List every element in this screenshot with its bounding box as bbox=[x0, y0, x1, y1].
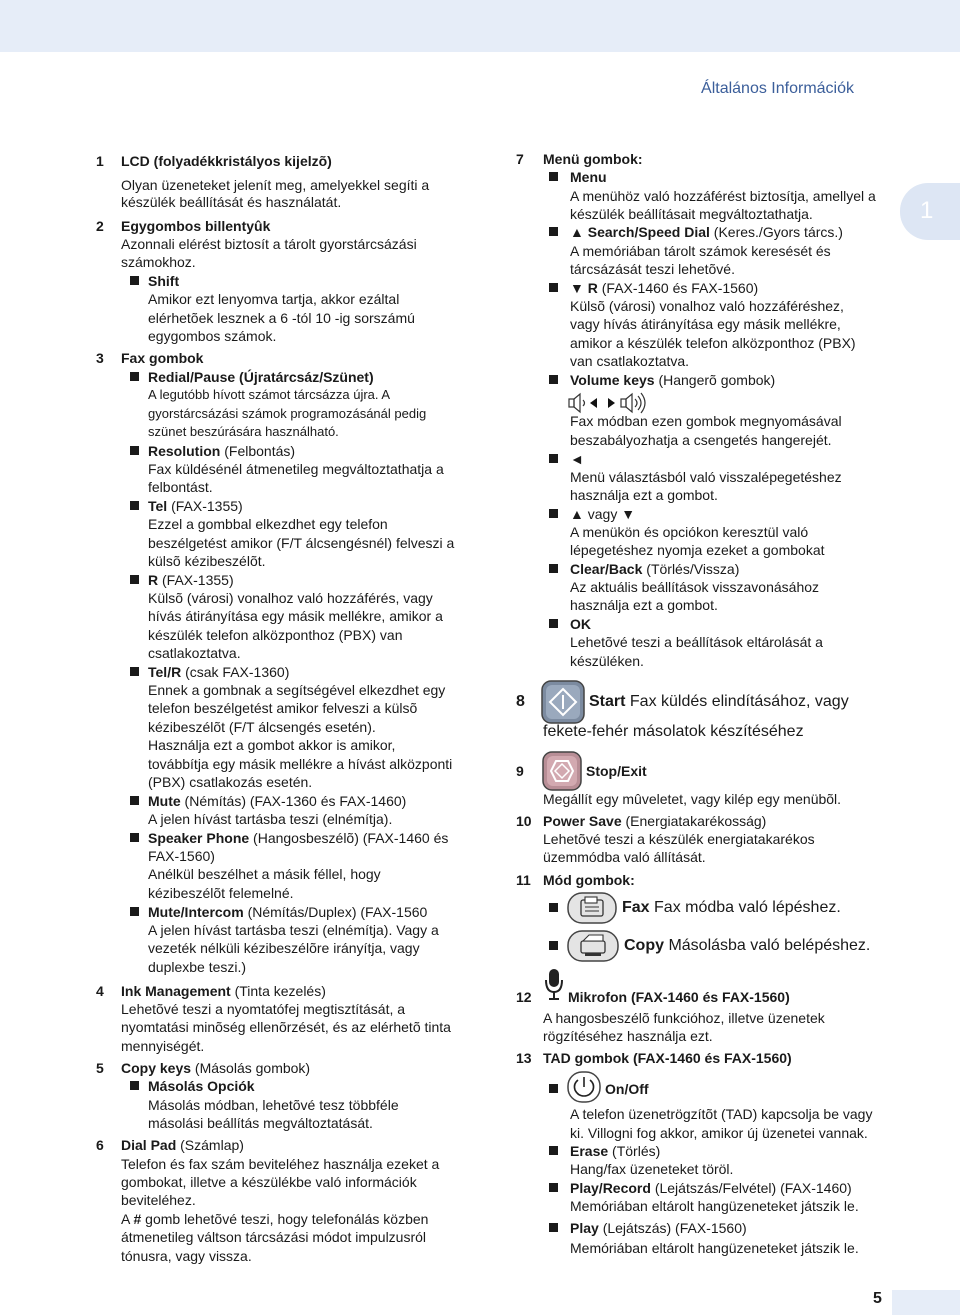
bullet-title bbox=[624, 936, 870, 956]
bullet-title: Shift bbox=[148, 273, 180, 289]
text-line: hívás átirányítása egy másik mellékre, amikor a bbox=[148, 608, 443, 624]
item-number: 2 bbox=[96, 218, 104, 234]
bullet-title bbox=[570, 371, 775, 389]
bullet-title: OK bbox=[570, 616, 591, 632]
bullet-title: ◄ bbox=[570, 451, 584, 467]
text-line: készülék telefon alközponthoz (PBX) van bbox=[148, 627, 403, 643]
bullet bbox=[549, 903, 558, 912]
item-number: 6 bbox=[96, 1137, 104, 1153]
text-line: beszélgetést amikor (F/T álcsengésnél) felveszi a bbox=[148, 535, 455, 551]
text-line: Azonnali elérést biztosít a tárolt gyorstárcsázási bbox=[121, 236, 417, 252]
text-line: külsõ kézibeszélõt. bbox=[148, 553, 266, 569]
bullet-title bbox=[148, 442, 295, 460]
bullet bbox=[130, 372, 139, 381]
bullet-title bbox=[148, 571, 234, 589]
key-desc: (FAX-1460 és FAX-1560) bbox=[597, 280, 759, 296]
key-desc: (Tinta kezelés) bbox=[230, 983, 326, 999]
text-line: A memóriában tárolt számok keresését és bbox=[570, 243, 831, 259]
text-line: nyomtatási minõség ellenõrzését, és az elérhetõ tinta bbox=[121, 1019, 451, 1035]
text-line: számokhoz. bbox=[121, 254, 196, 270]
bullet bbox=[549, 509, 558, 518]
key-desc: (Törlés) bbox=[608, 1143, 661, 1159]
bullet bbox=[130, 1081, 139, 1090]
key-name: Play/Record bbox=[570, 1180, 651, 1196]
text-line: Az aktuális beállítások visszavonásához bbox=[570, 579, 820, 595]
bullet-title bbox=[148, 792, 406, 810]
bullet-title bbox=[570, 223, 843, 241]
chapter-tab bbox=[900, 183, 960, 240]
text-line: A jelen hívást tartásba teszi (elnémítja). bbox=[148, 811, 393, 827]
text-line: Használja ezt a gombot akkor is amikor, bbox=[148, 737, 396, 753]
bullet bbox=[549, 1183, 558, 1192]
key-desc: (Lejátszás) (FAX-1560) bbox=[598, 1220, 747, 1236]
key-desc: (Keres./Gyors tárcs.) bbox=[709, 224, 843, 240]
bullet bbox=[549, 283, 558, 292]
tad-on-off-icon bbox=[567, 1071, 601, 1103]
text-line: fekete-fehér másolatok készítéséhez bbox=[543, 723, 804, 740]
text-line: A jelen hívást tartásba teszi (elnémítja). Vagy a bbox=[148, 922, 439, 938]
text-line: Memóriában eltárolt hangüzeneteket játszik le. bbox=[570, 1240, 859, 1256]
bullet-title bbox=[570, 1179, 852, 1197]
item-number: 9 bbox=[516, 763, 524, 779]
item-title bbox=[121, 1136, 244, 1154]
bullet bbox=[549, 1146, 558, 1155]
bullet bbox=[130, 575, 139, 584]
bullet bbox=[549, 454, 558, 463]
text-line: tónusra, vagy vissza. bbox=[121, 1248, 252, 1264]
text-line: kézibeszélõt (F/T álcsengés esetén). bbox=[148, 719, 376, 735]
text-line: A telefon üzenetrögzítõt (TAD) kapcsolja be vagy bbox=[570, 1106, 873, 1122]
item-number: 8 bbox=[516, 693, 525, 710]
text-line: Fax módban ezen gombok megnyomásával bbox=[570, 413, 842, 429]
text-line: készülék beállításait megváltoztathatja. bbox=[570, 206, 813, 222]
bullet bbox=[549, 375, 558, 384]
key-desc: (Felbontás) bbox=[220, 443, 296, 459]
key-desc: (Hangerõ gombok) bbox=[654, 372, 776, 388]
text-line: A menükön és opciókon keresztül való bbox=[570, 524, 809, 540]
bullet bbox=[130, 833, 139, 842]
bullet bbox=[549, 227, 558, 236]
item-number: 1 bbox=[96, 153, 104, 169]
text-line: használja ezt a gombot. bbox=[570, 487, 718, 503]
bullet-title bbox=[570, 560, 739, 578]
bullet-title bbox=[148, 663, 289, 681]
item-title: Mikrofon (FAX-1460 és FAX-1560) bbox=[568, 989, 790, 1005]
text-line: készülék beállítását és használatát. bbox=[121, 194, 342, 210]
bullet bbox=[549, 1223, 558, 1232]
item-title: Fax gombok bbox=[121, 350, 204, 366]
key-desc: (FAX-1355) bbox=[158, 572, 234, 588]
chapter-number: 1 bbox=[920, 197, 934, 224]
bullet bbox=[549, 941, 558, 950]
item-number: 3 bbox=[96, 350, 104, 366]
key-name: Start bbox=[589, 693, 626, 710]
text-line: Menü választásból való visszalépegetéshez bbox=[570, 469, 842, 485]
bullet bbox=[130, 907, 139, 916]
text-span: A bbox=[121, 1211, 134, 1227]
key-name: Volume keys bbox=[570, 372, 655, 388]
key-desc: (Lejátszás/Felvétel) (FAX-1460) bbox=[650, 1180, 852, 1196]
item-title: Mód gombok: bbox=[543, 872, 635, 888]
bullet bbox=[130, 446, 139, 455]
text-line: vagy hívás átirányítása egy másik mellékre, bbox=[570, 316, 841, 332]
text-line: Külsõ (városi) vonalhoz való hozzáférés, vagy bbox=[148, 590, 433, 606]
text-line: elérhetõek lesznek a 6 -tól 10 -ig sorszámú bbox=[148, 310, 415, 326]
key-name: Fax bbox=[622, 899, 650, 916]
text-line: vezeték nélküli kézibeszélõre irányítja, vagy bbox=[148, 940, 420, 956]
text-line: Külsõ (városi) vonalhoz való hozzáféréshez, bbox=[570, 298, 844, 314]
item-title: Egygombos billentyûk bbox=[121, 218, 271, 234]
volume-up-icon bbox=[620, 392, 650, 414]
text-line: Amikor ezt lenyomva tartja, akkor ezáltal bbox=[148, 291, 400, 307]
key-desc: (Energiatakarékosság) bbox=[621, 813, 767, 829]
text-line: gyorstárcsázási számok programozásánál pedig bbox=[148, 406, 427, 421]
key-name: Copy bbox=[624, 937, 664, 954]
key-name: Resolution bbox=[148, 443, 221, 459]
bullet bbox=[549, 1084, 558, 1093]
text-line: mennyiségét. bbox=[121, 1038, 205, 1054]
bullet-title bbox=[622, 898, 841, 918]
key-desc: (Másolás gombok) bbox=[191, 1060, 311, 1076]
text-line: lépegetéshez nyomja ezeket a gombokat bbox=[570, 542, 825, 558]
item-number: 7 bbox=[516, 151, 524, 167]
bullet-title: On/Off bbox=[605, 1081, 649, 1097]
text-line: van csatlakoztatva. bbox=[570, 353, 690, 369]
copy-mode-icon bbox=[567, 930, 619, 962]
key-name: Ink Management bbox=[121, 983, 231, 999]
item-number: 4 bbox=[96, 983, 104, 999]
text-line: kézibeszélõt felemelné. bbox=[148, 885, 294, 901]
key-name: Clear/Back bbox=[570, 561, 643, 577]
key-name: Play bbox=[570, 1220, 599, 1236]
text-line: átmenetileg váltson tárcsázási módot impulzusról bbox=[121, 1229, 427, 1245]
bullet bbox=[130, 501, 139, 510]
item-title: Menü gombok: bbox=[543, 151, 643, 167]
bullet bbox=[130, 796, 139, 805]
key-name: Tel bbox=[148, 498, 168, 514]
text-line: Ennek a gombnak a segítségével elkezdhet egy bbox=[148, 682, 446, 698]
text-line: A legutóbb hívott számot tárcsázza újra. A bbox=[148, 387, 391, 402]
text-line: szünet beszúrására használható. bbox=[148, 424, 339, 439]
stop-button-icon bbox=[542, 751, 582, 791]
text-line: A menühöz való hozzáférést biztosítja, amellyel a bbox=[570, 188, 876, 204]
key-name: Copy keys bbox=[121, 1060, 192, 1076]
bullet-title bbox=[148, 903, 427, 921]
text-line: továbbítja egy másik mellékre a hívást alközponti bbox=[148, 756, 453, 772]
item-title bbox=[589, 692, 849, 712]
key-name: ▼ R bbox=[570, 280, 598, 296]
key-desc: Fax küldés elindításához, vagy bbox=[625, 693, 849, 710]
bullet-title: Menu bbox=[570, 169, 607, 185]
text-line: Lehetõvé teszi a nyomtatófej megtisztítását, a bbox=[121, 1001, 406, 1017]
text-line: Olyan üzeneteket jelenít meg, amelyekkel segíti a bbox=[121, 177, 430, 193]
key-name: Mute bbox=[148, 793, 181, 809]
bullet-title: Redial/Pause (Újratárcsáz/Szünet) bbox=[148, 369, 374, 385]
text-line: gombokat, illetve a készülékbe való információk bbox=[121, 1174, 417, 1190]
key-desc: Másolásba való belépéshez. bbox=[664, 937, 871, 954]
text-line: egygombos számok. bbox=[148, 328, 277, 344]
text-line: felbontást. bbox=[148, 479, 213, 495]
key-name: Dial Pad bbox=[121, 1137, 177, 1153]
start-button-icon bbox=[541, 680, 585, 724]
item-title: LCD (folyadékkristályos kijelzõ) bbox=[121, 153, 332, 169]
text-line: tárcsázását teszi lehetõvé. bbox=[570, 261, 735, 277]
key-name: Tel/R bbox=[148, 664, 182, 680]
item-title: Stop/Exit bbox=[586, 763, 647, 779]
text-line: A hangosbeszélõ funkcióhoz, illetve üzenetek bbox=[543, 1010, 825, 1026]
key-desc: (Hangosbeszélõ) (FAX-1460 és bbox=[249, 830, 449, 846]
key-desc: (Némítás) (FAX-1360 és FAX-1460) bbox=[180, 793, 407, 809]
bullet-title bbox=[570, 1142, 660, 1160]
text-line: rögzítéséhez használja ezt. bbox=[543, 1028, 713, 1044]
microphone-icon bbox=[543, 968, 565, 1002]
text-line: Lehetõvé teszi a készülék energiatakarékos bbox=[543, 831, 815, 847]
text-line: Hang/fax üzeneteket töröl. bbox=[570, 1161, 734, 1177]
page-number-band bbox=[892, 1290, 960, 1315]
bullet-title: Másolás Opciók bbox=[148, 1078, 255, 1094]
key-desc: (Némítás/Duplex) (FAX-1560 bbox=[243, 904, 428, 920]
key-desc: (Számlap) bbox=[176, 1137, 244, 1153]
key-name: Erase bbox=[570, 1143, 609, 1159]
text-line: Memóriában eltárolt hangüzeneteket játszik le. bbox=[570, 1198, 859, 1214]
key-name: ▲ Search/Speed Dial bbox=[570, 224, 710, 240]
bullet bbox=[130, 276, 139, 285]
top-band bbox=[0, 0, 960, 52]
bullet-title: ▲ vagy ▼ bbox=[570, 506, 636, 522]
text-line: beszabályozhatja a csengetés hangerejét. bbox=[570, 432, 832, 448]
text-line bbox=[121, 1210, 428, 1228]
text-line: Anélkül beszélhet a másik féllel, hogy bbox=[148, 866, 381, 882]
text-line: ki. Villogni fog akkor, amikor új üzenetei vannak. bbox=[570, 1125, 868, 1141]
text-line: amikor a készülék telefon alközponthoz (PBX) bbox=[570, 335, 856, 351]
page-header: Általános Információk bbox=[701, 80, 854, 97]
text-line: Megállít egy mûveletet, vagy kilép egy menübõl. bbox=[543, 791, 842, 807]
text-line: telefon beszélgetést amikor felveszi a külsõ bbox=[148, 700, 418, 716]
item-title: TAD gombok (FAX-1460 és FAX-1560) bbox=[543, 1050, 792, 1066]
text-line: Lehetõvé teszi a beállítások eltárolását a bbox=[570, 634, 823, 650]
fax-mode-icon bbox=[567, 892, 617, 924]
text-line: FAX-1560) bbox=[148, 848, 215, 864]
bullet-title bbox=[570, 1219, 747, 1237]
text-line: Másolás módban, lehetõvé tesz többféle bbox=[148, 1097, 399, 1113]
text-line: használja ezt a gombot. bbox=[570, 597, 718, 613]
text-line: Telefon és fax szám beviteléhez használja ezeket a bbox=[121, 1156, 440, 1172]
text-line: másolási beállítás megváltoztatását. bbox=[148, 1115, 373, 1131]
key-name: Power Save bbox=[543, 813, 622, 829]
bullet bbox=[130, 667, 139, 676]
text-line: csatlakoztatva. bbox=[148, 645, 241, 661]
text-line: beviteléhez. bbox=[121, 1192, 196, 1208]
key-name: R bbox=[148, 572, 159, 588]
item-number: 12 bbox=[516, 989, 532, 1005]
bullet bbox=[549, 564, 558, 573]
text-line: üzemmódba való állítását. bbox=[543, 849, 706, 865]
bullet bbox=[549, 619, 558, 628]
key-desc: Fax módba való lépéshez. bbox=[649, 899, 841, 916]
item-title bbox=[121, 1059, 310, 1077]
text-line: Ezzel a gombbal elkezdhet egy telefon bbox=[148, 516, 388, 532]
item-number: 5 bbox=[96, 1060, 104, 1076]
key-desc: (FAX-1355) bbox=[167, 498, 243, 514]
page-number: 5 bbox=[873, 1290, 882, 1307]
text-span: gomb lehetõvé teszi, hogy telefonálás közben bbox=[141, 1211, 429, 1227]
text-line: (PBX) csatlakozás esetén. bbox=[148, 774, 313, 790]
key-desc: (Törlés/Vissza) bbox=[642, 561, 740, 577]
key-desc: (csak FAX-1360) bbox=[181, 664, 290, 680]
bullet-title bbox=[148, 497, 243, 515]
text-line: készüléken. bbox=[570, 653, 644, 669]
item-number: 10 bbox=[516, 813, 532, 829]
key-name: Speaker Phone bbox=[148, 830, 250, 846]
text-line: duplexbe teszi.) bbox=[148, 959, 247, 975]
bullet bbox=[549, 172, 558, 181]
item-number: 11 bbox=[516, 872, 531, 888]
item-number: 13 bbox=[516, 1050, 532, 1066]
item-title bbox=[543, 812, 766, 830]
hash-key: # bbox=[133, 1211, 142, 1227]
item-title bbox=[121, 982, 326, 1000]
key-name: Mute/Intercom bbox=[148, 904, 244, 920]
text-line: Fax küldésénél átmenetileg megváltoztathatja a bbox=[148, 461, 444, 477]
bullet-title bbox=[148, 829, 448, 847]
bullet-title bbox=[570, 279, 758, 297]
